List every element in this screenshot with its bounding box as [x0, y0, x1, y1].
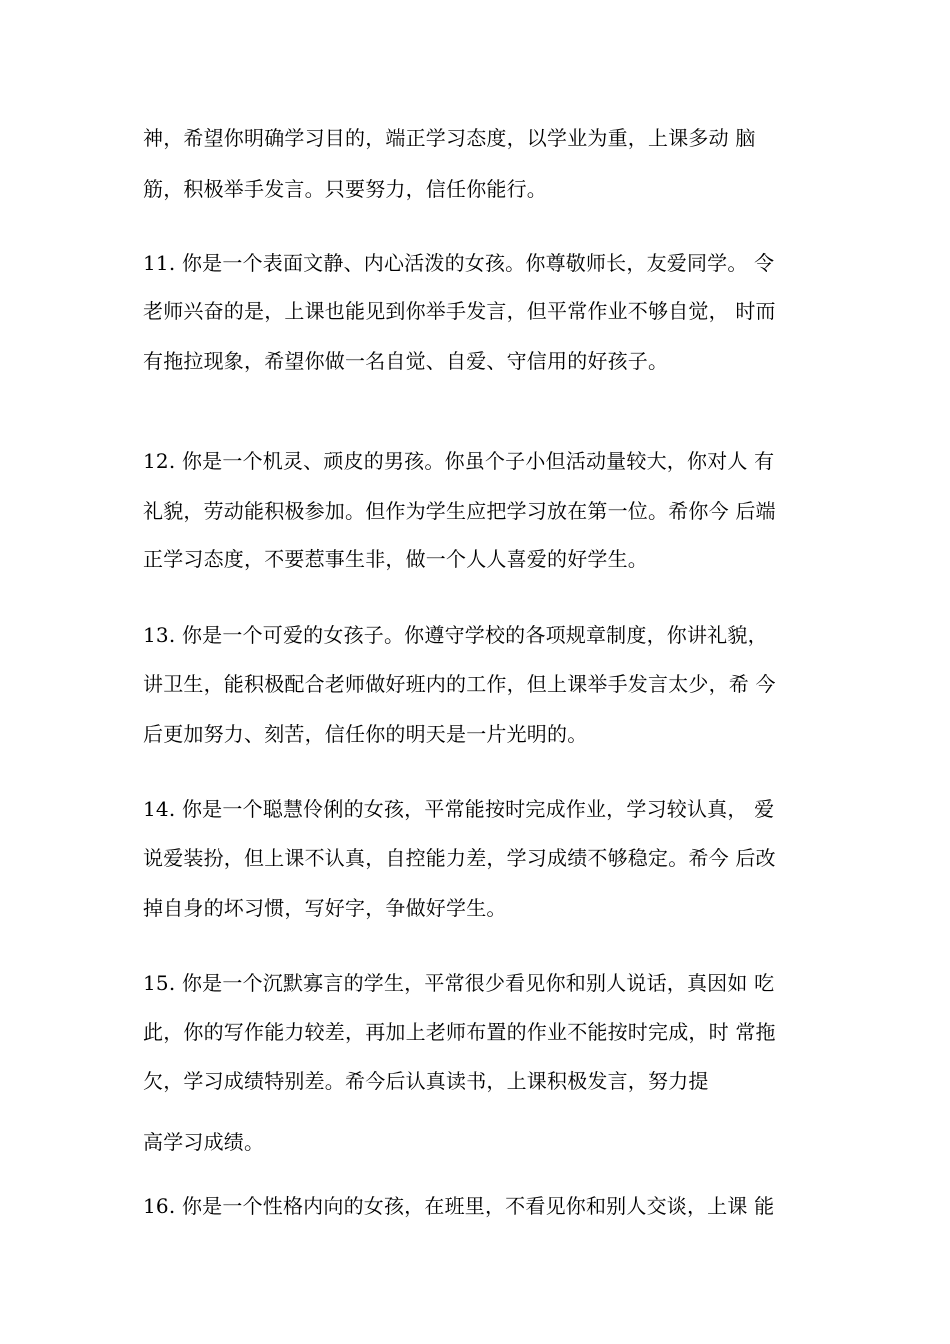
text-line: 有拖拉现象，希望你做一名自觉、自爱、守信用的好孩子。 — [143, 349, 669, 373]
text-line: 正学习态度，不要惹事生非，做一个人人喜爱的好学生。 — [143, 547, 648, 571]
text-line: 后更加努力、刻苦，信任你的明天是一片光明的。 — [143, 722, 588, 746]
text-line: 13. 你是一个可爱的女孩子。你遵守学校的各项规章制度，你讲礼貌， — [143, 623, 768, 647]
text-line: 14. 你是一个聪慧伶俐的女孩，平常能按时完成作业，学习较认真， 爱 — [143, 797, 775, 821]
text-line: 掉自身的坏习惯，写好字，争做好学生。 — [143, 896, 507, 920]
text-line: 讲卫生，能积极配合老师做好班内的工作，但上课举手发言太少，希 今 — [143, 672, 776, 696]
text-line: 此，你的写作能力较差，再加上老师布置的作业不能按时完成，时 常拖 — [143, 1020, 776, 1044]
text-line: 筋，积极举手发言。只要努力，信任你能行。 — [143, 177, 547, 201]
text-line: 15. 你是一个沉默寡言的学生，平常很少看见你和别人说话，真因如 吃 — [143, 971, 775, 995]
text-line: 礼貌，劳动能积极参加。但作为学生应把学习放在第一位。希你今 后端 — [143, 499, 776, 523]
text-line: 说爱装扮，但上课不认真，自控能力差，学习成绩不够稳定。希今 后改 — [143, 846, 776, 870]
text-line: 11. 你是一个表面文静、内心活泼的女孩。你尊敬师长，友爱同学。 令 — [143, 251, 775, 275]
text-line: 高学习成绩。 — [143, 1130, 265, 1154]
text-line: 老师兴奋的是，上课也能见到你举手发言，但平常作业不够自觉， 时而 — [143, 299, 776, 323]
text-line: 12. 你是一个机灵、顽皮的男孩。你虽个子小但活动量较大，你对人 有 — [143, 449, 775, 473]
text-line: 神，希望你明确学习目的，端正学习态度，以学业为重，上课多动 脑 — [143, 126, 756, 150]
text-line: 16. 你是一个性格内向的女孩，在班里，不看见你和别人交谈，上课 能 — [143, 1194, 775, 1218]
text-line: 欠，学习成绩特别差。希今后认真读书，上课积极发言，努力提 — [143, 1069, 709, 1093]
